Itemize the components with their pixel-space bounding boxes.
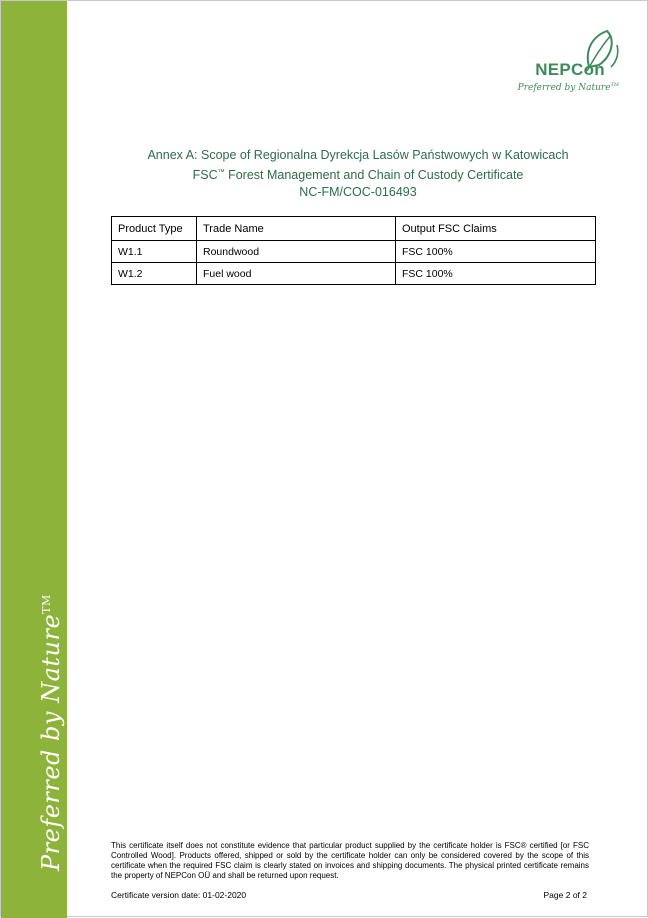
- nepcon-logo: [505, 27, 625, 101]
- logo-wordmark: NEPCon: [535, 60, 605, 79]
- annex-heading: [67, 147, 648, 201]
- page-number: Page 2 of 2: [543, 890, 587, 900]
- header-trade-name: Trade Name: [197, 217, 396, 241]
- disclaimer-text: This certificate itself does not constitute evidence that particular product supplied by the certificate holder is FSC® certified [or FSC Controlled Wood]. Products offered, shipped or sold by the certificate holder can only be considered covered by the scope of this certificate when the required FSC claim is clearly stated on invoices and shipping documents. The physical printed certificate remains the property of NEPCon OÜ and shall be returned upon request.: [111, 841, 589, 880]
- table-row: [112, 263, 596, 285]
- header-output-claims: Output FSC Claims: [396, 217, 596, 241]
- heading-line-1: Annex A: Scope of Regionalna Dyrekcja Lasów Państwowych w Katowicach: [147, 148, 569, 162]
- cell-output-claim: FSC 100%: [396, 241, 596, 263]
- cell-product-type: W1.2: [112, 263, 197, 285]
- certificate-code: NC-FM/COC-016493: [299, 185, 417, 200]
- cell-product-type: W1.1: [112, 241, 197, 263]
- cell-trade-name: Fuel wood: [197, 263, 396, 285]
- cell-output-claim: FSC 100%: [396, 263, 596, 285]
- header-product-type: Product Type: [112, 217, 197, 241]
- certificate-version-date: Certificate version date: 01-02-2020: [111, 890, 247, 900]
- product-scope-table: [111, 216, 596, 285]
- table-row: [112, 241, 596, 263]
- cell-trade-name: Roundwood: [197, 241, 396, 263]
- heading-line-2: FSC™ Forest Management and Chain of Custody Certificate: [192, 168, 524, 183]
- table-header-row: [112, 217, 596, 241]
- sidebar-slogan: Preferred by Nature™: [37, 594, 65, 871]
- logo-tagline: Preferred by Nature™: [517, 82, 619, 93]
- green-sidebar: [1, 1, 67, 918]
